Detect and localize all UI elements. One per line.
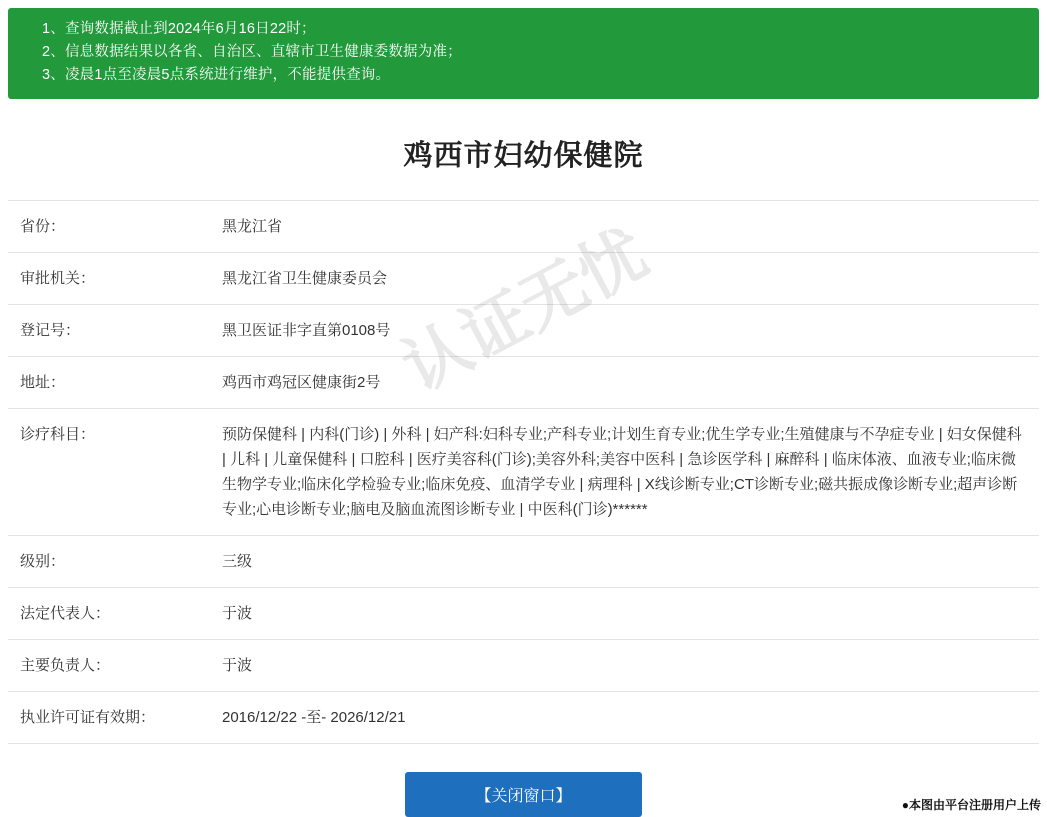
watermark-text: 认证无忧: [391, 217, 659, 406]
table-row: [8, 357, 1039, 409]
notice-banner: [8, 8, 1039, 99]
row-label: 诊疗科目：: [20, 426, 96, 443]
notice-line-2: 2、信息数据结果以各省、自治区、直辖市卫生健康委数据为准；: [42, 44, 462, 60]
row-label: 级别：: [20, 553, 66, 570]
row-value: 预防保健科 | 内科(门诊) | 外科 | 妇产科:妇科专业;产科专业;计划生育专业;优生学专业;生殖健康与不孕症专业 | 妇女保健科 | 儿科 | 儿童保健科 | 口腔科 | 医疗美容科(门诊);美容外科;美容中医科 | 急诊医学科 | 麻醉科 | 临床体液、血液专业;临床微生物学专业;临床化学检验专业;临床免疫、血清学专业 | 病理科 | X线诊断专业;CT诊断专业;磁共振成像诊断专业;超声诊断专业;心电诊断专业;脑电及脑血流图诊断专业 | 中医科(门诊)******: [222, 426, 1022, 518]
institution-info-table: [8, 200, 1039, 744]
close-window-button[interactable]: 【关闭窗口】: [405, 772, 642, 817]
row-value: 于波: [222, 657, 253, 674]
row-label: 登记号：: [20, 322, 81, 339]
row-label: 审批机关：: [20, 270, 96, 287]
footer-bar: [0, 772, 1047, 817]
table-row: [8, 536, 1039, 588]
row-value: 鸡西市鸡冠区健康街2号: [222, 374, 381, 391]
row-value: 2016/12/22 -至- 2026/12/21: [222, 709, 406, 726]
table-row: [8, 588, 1039, 640]
row-label: 省份：: [20, 218, 66, 235]
table-row: [8, 201, 1039, 253]
row-value: 黑龙江省卫生健康委员会: [222, 270, 388, 287]
page-root: [0, 8, 1047, 817]
table-row: [8, 253, 1039, 305]
row-label: 执业许可证有效期：: [20, 709, 156, 726]
upload-credit-text: ●本图由平台注册用户上传: [901, 798, 1041, 812]
row-label: 地址：: [20, 374, 66, 391]
row-value: 黑龙江省: [222, 218, 283, 235]
notice-line-3: 3、凌晨1点至凌晨5点系统进行维护，不能提供查询。: [42, 67, 391, 83]
row-label: 法定代表人：: [20, 605, 111, 622]
page-title: 鸡西市妇幼保健院: [403, 140, 644, 172]
notice-line-1: 1、查询数据截止到2024年6月16日22时；: [42, 21, 316, 37]
row-value: 黑卫医证非字直第0108号: [222, 322, 391, 339]
row-value: 于波: [222, 605, 253, 622]
table-row: [8, 692, 1039, 744]
table-row: [8, 409, 1039, 536]
row-label: 主要负责人：: [20, 657, 111, 674]
table-row: [8, 640, 1039, 692]
table-row: [8, 305, 1039, 357]
row-value: 三级: [222, 553, 253, 570]
